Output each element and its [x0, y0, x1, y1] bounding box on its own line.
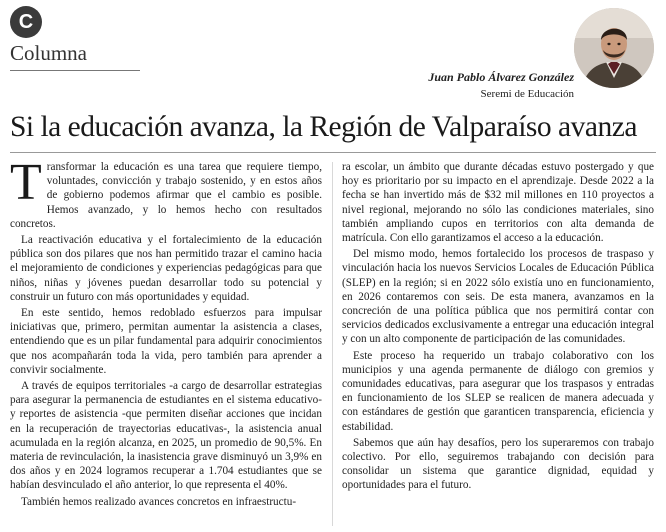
headline-rule — [10, 152, 656, 153]
section-label: Columna — [10, 41, 87, 65]
paragraph: Este proceso ha requerido un trabajo colaborativo con los municipios y una agenda permanente de diálogo con gremios y comunidades educativas, para asegurar que los traspasos y entradas en funcionamiento de los SLEP se realicen de manera adecuada y con estándares de gestión que garanticen transparencia, eficiencia y estabilidad. — [342, 349, 654, 433]
paragraph: En este sentido, hemos redoblado esfuerzos para impulsar iniciativas que, primero, permitan aumentar la asistencia a clases, entendiendo que es un pilar fundamental para adquirir conocimientos que nos acompañarán toda la vida, pero también para aprender a convivir socialmente. — [10, 307, 322, 376]
section-rule — [10, 70, 140, 71]
paragraph: Sabemos que aún hay desafíos, pero los superaremos con trabajo colectivo. Por ello, seguiremos trabajando con decisión para consolidar un sistema que garantice dignidad, equidad y oportunidades para el futuro. — [342, 436, 654, 492]
paragraph: A través de equipos territoriales -a cargo de desarrollar estrategias para asegurar la permanencia de estudiantes en el sistema educativo- y reportes de asistencia -que permiten diseñar acciones que incidan en la recuperación de trayectorias educativas-, la asistencia anual acumulada en la región alcanza, en 2025, un promedio de 90,5%. En materia de revinculación, la inasistencia grave disminuyó un 3,9% en dos años y en 2024 logramos recuperar a 1.704 estudiantes que se habían desvinculado el año anterior, lo que representa el 40%. — [10, 380, 322, 492]
author-role: Seremi de Educación — [480, 88, 574, 100]
column-badge: C — [10, 6, 42, 38]
author-portrait-image — [574, 8, 654, 88]
paragraph: Del mismo modo, hemos fortalecido los procesos de traspaso y vinculación hacia los nuevos Servicios Locales de Educación Pública (SLEP) en la región; si en 2022 sólo existía uno en funcionamiento, en 2026 contaremos con seis. De esta manera, avanzamos en la concreción de una política pública que nos permitirá contar con servicios dedicados exclusivamente a entregar una educación integral y con un alto componente de participación de las comunidades. — [342, 248, 654, 346]
headline: Si la educación avanza, la Región de Valparaíso avanza — [10, 111, 637, 143]
byline — [428, 70, 574, 100]
drop-cap: T — [10, 154, 42, 211]
paragraph: Transformar la educación es una tarea que requiere tiempo, voluntades, convicción y trabajo sostenido, y en estos años de gobierno podemos afirmar que el cambio es posible. Hemos avanzado, y lo hemos hecho con resultados concretos. — [10, 154, 322, 230]
paragraph: También hemos realizado avances concretos en infraestructu- — [21, 495, 297, 508]
article-column-left — [10, 154, 322, 511]
author-photo — [574, 8, 654, 88]
author-name: Juan Pablo Álvarez González — [428, 70, 574, 84]
column-divider — [332, 162, 333, 526]
article-column-right — [342, 160, 654, 495]
paragraph: ra escolar, un ámbito que durante décadas estuvo postergado y que hoy es prioritario por su impacto en el aprendizaje. Desde 2022 a la fecha se han invertido más de $32 mil millones en 110 proyectos a nivel regional, mejorando no sólo las condiciones materiales, sino también ampliando cupos en territorios con alta demanda de matrícula. Con ello garantizamos el acceso a la educación. — [342, 161, 654, 245]
paragraph: La reactivación educativa y el fortalecimiento de la educación pública son dos pilares que nos han permitido trazar el camino hacia el mejoramiento de condiciones y experiencias pedagógicas para que niños, niñas y jóvenes puedan desarrollar todo su potencial y construir un futuro con más oportunidades y equidad. — [10, 234, 322, 303]
